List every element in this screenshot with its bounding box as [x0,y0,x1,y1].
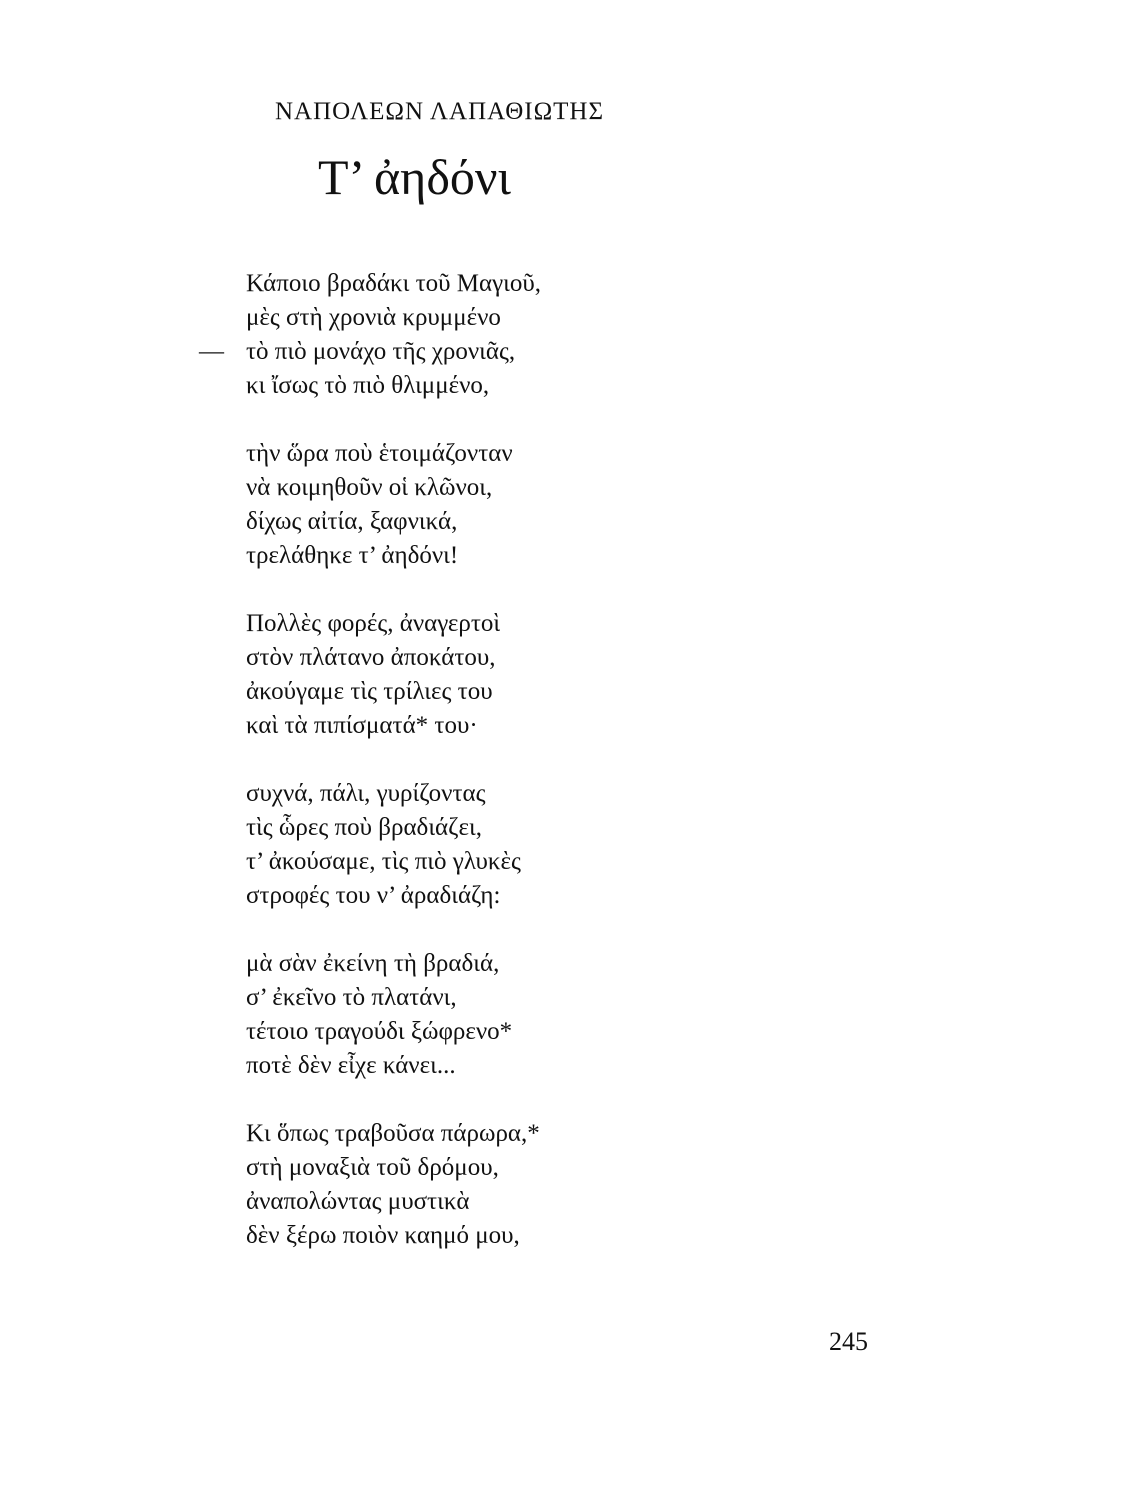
page-number: 245 [829,1327,868,1356]
stanza [246,947,541,1083]
line-text: ἀναπολώντας μυστικὰ [246,1188,470,1215]
poem-line [246,981,541,1015]
poem-line [246,1151,541,1185]
line-text: δὲν ξέρω ποιὸν καημό μου, [246,1222,520,1249]
poem-line [199,335,541,369]
poem-line [246,539,541,573]
line-text: σ’ ἐκεῖνο τὸ πλατάνι, [246,984,457,1011]
stanza [199,267,541,403]
line-text: Κι ὅπως τραβοῦσα πάρωρα,* [246,1120,540,1147]
poem-line [246,709,541,743]
line-text: ἀκούγαμε τὶς τρίλιες του [246,678,493,705]
poem-line [246,1219,541,1253]
author-name: ΝΑΠΟΛΕΩΝ ΛΑΠΑΘΙΩΤΗΣ [275,98,605,125]
line-text: στὴ μοναξιὰ τοῦ δρόμου, [246,1154,499,1181]
line-text: δίχως αἰτία, ξαφνικά, [246,508,458,535]
poem-body [199,267,541,1287]
poem-line [246,777,541,811]
line-text: τὴν ὥρα ποὺ ἑτοιμάζονταν [246,440,513,467]
poem-line [246,1049,541,1083]
line-text: Πολλὲς φορές, ἀναγερτοὶ [246,610,501,637]
poem-line [246,471,541,505]
poem-line [246,369,541,403]
poem-line [246,607,541,641]
line-text: συχνά, πάλι, γυρίζοντας [246,780,486,807]
line-text: ποτὲ δὲν εἶχε κάνει... [246,1052,456,1079]
poem-title: Τ’ ἀηδόνι [318,149,511,205]
line-text: τ’ ἀκούσαμε, τὶς πιὸ γλυκὲς [246,848,521,875]
poem-line [246,641,541,675]
line-text: κι ἴσως τὸ πιὸ θλιμμένο, [246,372,490,399]
poem-line [246,301,541,335]
line-text: στὸν πλάτανο ἀποκάτου, [246,644,496,671]
line-text: τέτοιο τραγούδι ξώφρενο* [246,1018,513,1045]
poem-line [246,1117,541,1151]
poem-line [246,675,541,709]
poem-line [246,879,541,913]
line-text: μὰ σὰν ἐκείνη τὴ βραδιά, [246,950,500,977]
line-dash: — [199,338,224,365]
poem-line [246,1185,541,1219]
stanza [246,437,541,573]
poem-line [246,267,541,301]
line-text: καὶ τὰ πιπίσματά* του· [246,712,478,739]
line-text: στροφές του ν’ ἀραδιάζη: [246,882,501,909]
stanza [246,607,541,743]
stanza [246,777,541,913]
line-text: Κάποιο βραδάκι τοῦ Μαγιοῦ, [246,270,541,297]
stanza [246,1117,541,1253]
poem-line [246,437,541,471]
line-text: τρελάθηκε τ’ ἀηδόνι! [246,542,459,569]
poem-line [246,947,541,981]
line-text: τὶς ὧρες ποὺ βραδιάζει, [246,814,482,841]
line-text: νὰ κοιμηθοῦν οἱ κλῶνοι, [246,474,493,501]
poem-line [246,845,541,879]
line-text: μὲς στὴ χρονιὰ κρυμμένο [246,304,501,331]
line-text: τὸ πιὸ μονάχο τῆς χρονιᾶς, [246,338,516,365]
poem-line [246,1015,541,1049]
poem-line [246,505,541,539]
poem-line [246,811,541,845]
